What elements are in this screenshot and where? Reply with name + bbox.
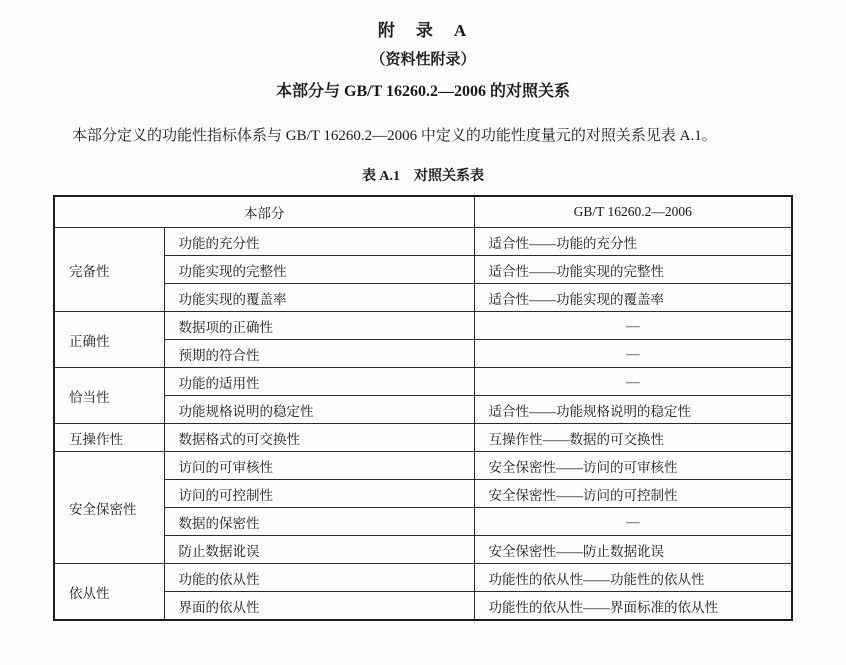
category-cell: 恰当性 xyxy=(54,368,164,424)
mapping-cell-empty: — xyxy=(474,340,792,368)
mapping-cell-empty: — xyxy=(474,508,792,536)
table-row xyxy=(54,536,792,564)
mapping-cell-empty: — xyxy=(474,368,792,396)
indicator-cell: 防止数据讹误 xyxy=(164,536,474,564)
table-row xyxy=(54,424,792,452)
indicator-cell: 功能的依从性 xyxy=(164,564,474,592)
category-cell: 完备性 xyxy=(54,228,164,312)
indicator-cell: 预期的符合性 xyxy=(164,340,474,368)
indicator-cell: 数据项的正确性 xyxy=(164,312,474,340)
mapping-cell: 互操作性——数据的可交换性 xyxy=(474,424,792,452)
category-cell: 互操作性 xyxy=(54,424,164,452)
header-cell-this-part: 本部分 xyxy=(54,196,474,228)
mapping-cell: 功能性的依从性——界面标准的依从性 xyxy=(474,592,792,621)
indicator-cell: 功能的适用性 xyxy=(164,368,474,396)
table-row xyxy=(54,284,792,312)
indicator-cell: 数据格式的可交换性 xyxy=(164,424,474,452)
mapping-cell: 适合性——功能实现的完整性 xyxy=(474,256,792,284)
mapping-cell: 适合性——功能规格说明的稳定性 xyxy=(474,396,792,424)
appendix-heading: 本部分与 GB/T 16260.2—2006 的对照关系 xyxy=(276,83,570,100)
category-cell: 依从性 xyxy=(54,564,164,621)
indicator-cell: 界面的依从性 xyxy=(164,592,474,621)
table-row xyxy=(54,256,792,284)
table-body xyxy=(54,228,792,621)
table-row xyxy=(54,564,792,592)
mapping-cell: 功能性的依从性——功能性的依从性 xyxy=(474,564,792,592)
mapping-cell-empty: — xyxy=(474,312,792,340)
indicator-cell: 访问的可审核性 xyxy=(164,452,474,480)
indicator-cell: 功能实现的完整性 xyxy=(164,256,474,284)
appendix-title: 附 录 A xyxy=(377,21,469,40)
indicator-cell: 数据的保密性 xyxy=(164,508,474,536)
mapping-cell: 适合性——功能实现的覆盖率 xyxy=(474,284,792,312)
mapping-cell: 适合性——功能的充分性 xyxy=(474,228,792,256)
table-row xyxy=(54,312,792,340)
table-row xyxy=(54,340,792,368)
intro-paragraph: 本部分定义的功能性指标体系与 GB/T 16260.2—2006 中定义的功能性度量元的对照关系见表 A.1。 xyxy=(72,128,717,144)
table-header-row xyxy=(54,196,792,228)
table-row xyxy=(54,508,792,536)
category-cell: 安全保密性 xyxy=(54,452,164,564)
table-row xyxy=(54,480,792,508)
table-row xyxy=(54,228,792,256)
table-row xyxy=(54,368,792,396)
header-cell-gbt: GB/T 16260.2—2006 xyxy=(474,196,792,228)
comparison-table xyxy=(53,195,793,621)
mapping-cell: 安全保密性——访问的可控制性 xyxy=(474,480,792,508)
category-cell: 正确性 xyxy=(54,312,164,368)
table-row xyxy=(54,396,792,424)
mapping-cell: 安全保密性——访问的可审核性 xyxy=(474,452,792,480)
table-row xyxy=(54,452,792,480)
indicator-cell: 功能规格说明的稳定性 xyxy=(164,396,474,424)
table-header xyxy=(54,196,792,228)
table-row xyxy=(54,592,792,621)
appendix-subtitle: （资料性附录） xyxy=(370,52,476,68)
table-caption: 表 A.1 对照关系表 xyxy=(361,169,485,185)
indicator-cell: 功能实现的覆盖率 xyxy=(164,284,474,312)
indicator-cell: 功能的充分性 xyxy=(164,228,474,256)
indicator-cell: 访问的可控制性 xyxy=(164,480,474,508)
mapping-cell: 安全保密性——防止数据讹误 xyxy=(474,536,792,564)
